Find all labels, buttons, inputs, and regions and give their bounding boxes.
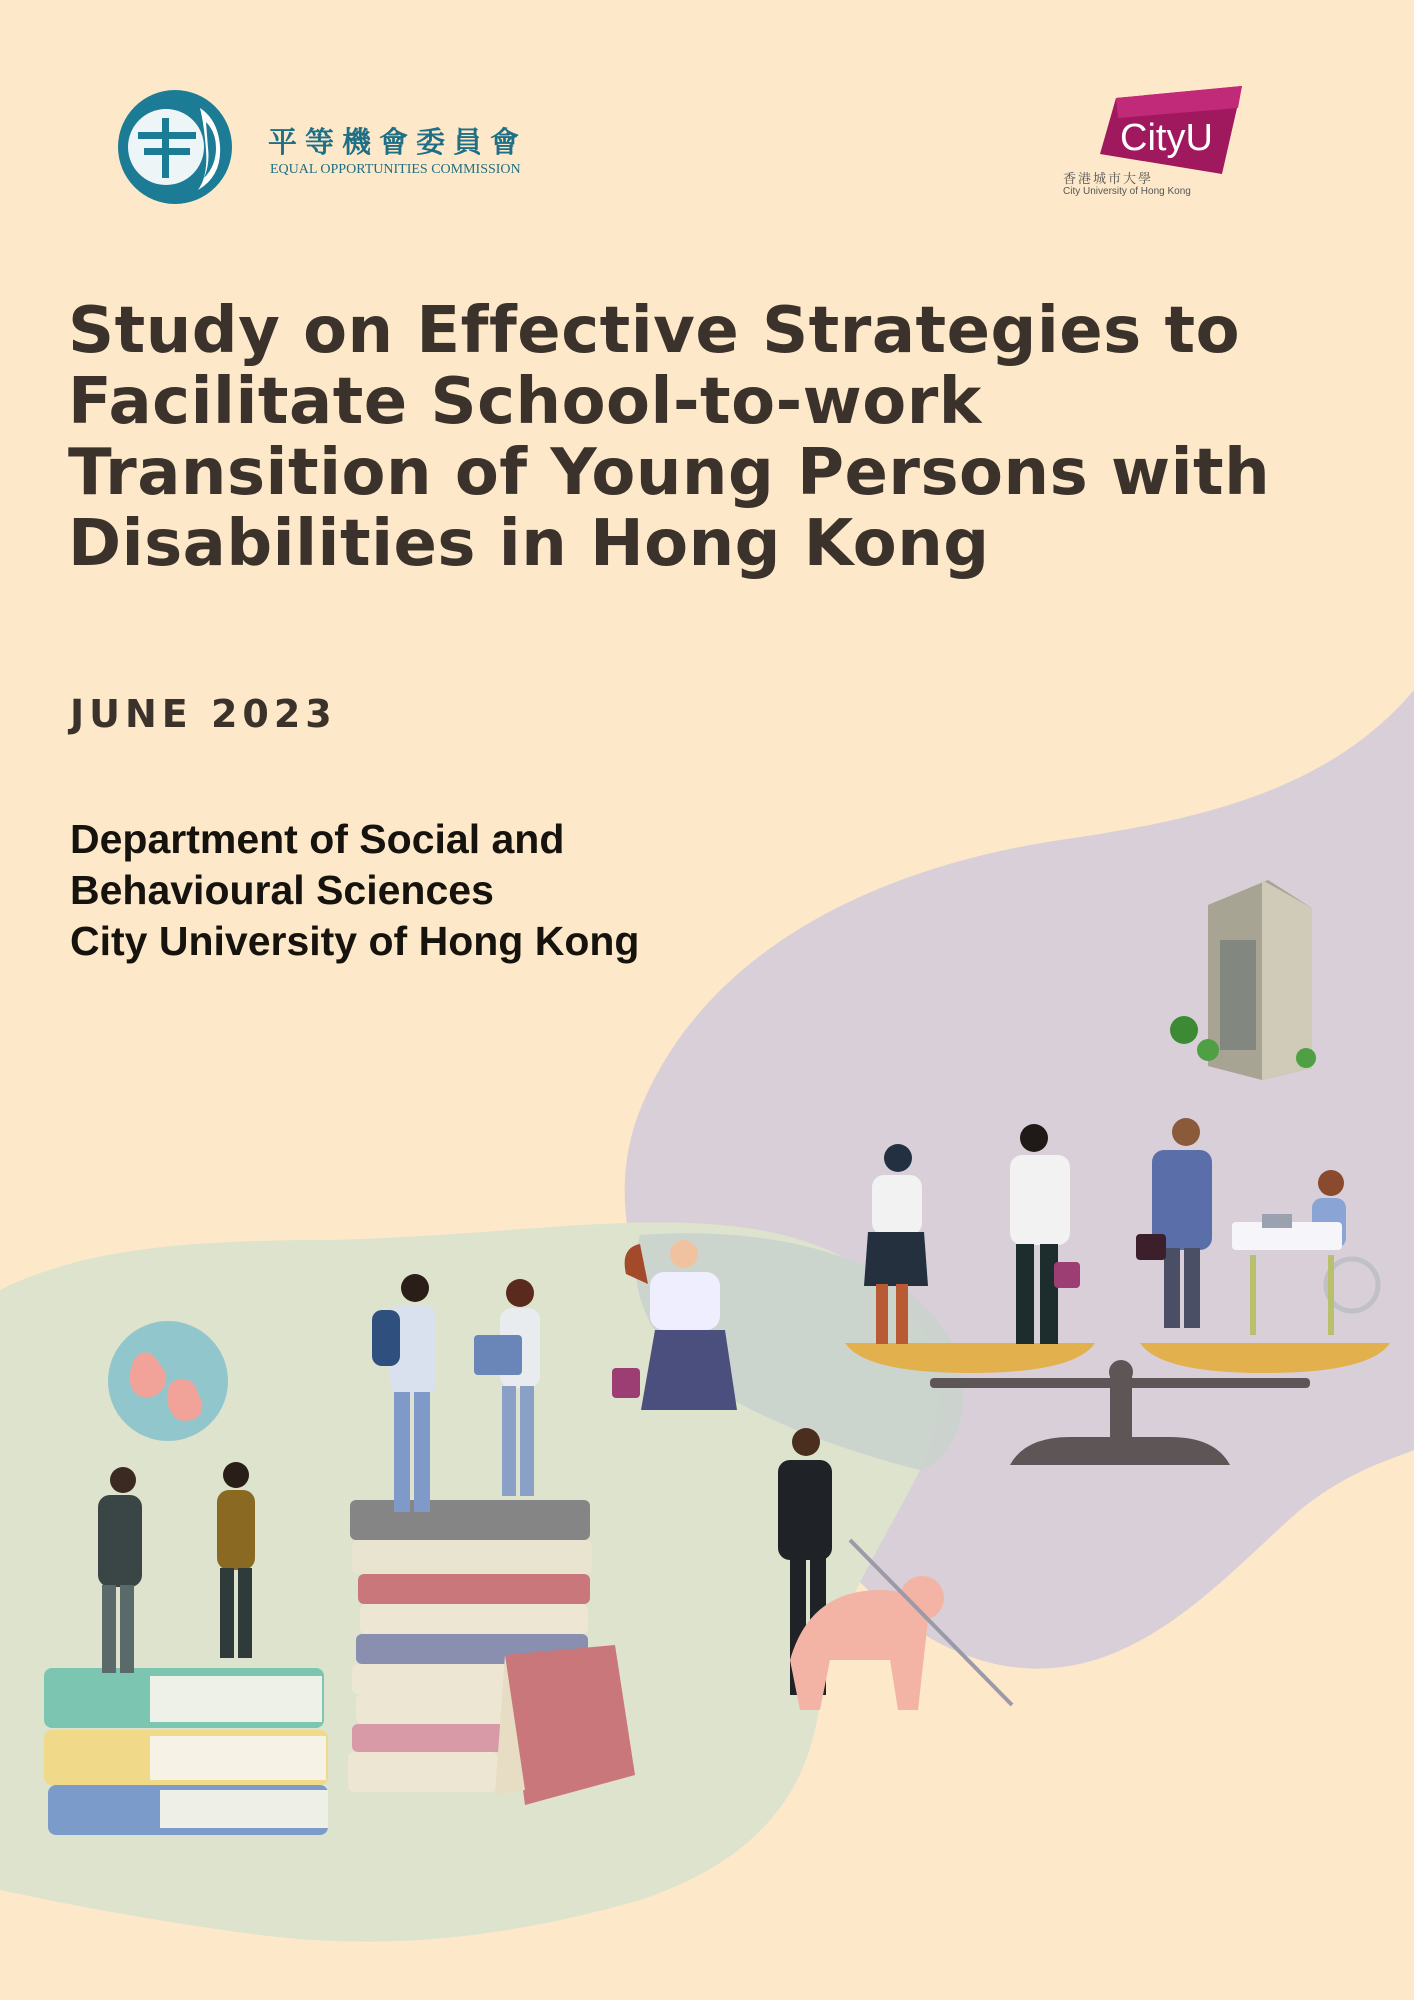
eoc-chinese-name: 平等機會委員會 [268, 125, 528, 159]
author-line-2: Behavioural Sciences [70, 867, 494, 913]
author-line-1: Department of Social and [70, 816, 565, 862]
tall-book-stack-illustration [348, 1500, 635, 1805]
report-title [68, 296, 1358, 580]
eoc-english-name: EQUAL OPPORTUNITIES COMMISSION [270, 162, 521, 177]
title-line-4: Disabilities in Hong Kong [68, 507, 990, 581]
sign-language-icon [108, 1321, 228, 1441]
book-stack-icon [44, 1668, 328, 1835]
title-line-2: Facilitate School-to-work [68, 365, 982, 439]
cityu-english-name: City University of Hong Kong [1063, 186, 1191, 197]
title-line-3: Transition of Young Persons with [68, 436, 1271, 510]
report-date: JUNE 2023 [70, 692, 337, 736]
eoc-emblem-icon [116, 88, 234, 206]
author-department [70, 814, 830, 967]
cityu-chinese-name: 香港城市大學 [1063, 172, 1154, 187]
cityu-logo [1060, 84, 1260, 204]
cityu-wordmark-text: CityU [1120, 117, 1213, 159]
cityu-wordmark-icon [1098, 84, 1244, 176]
author-line-3: City University of Hong Kong [70, 918, 640, 964]
title-line-1: Study on Effective Strategies to [68, 294, 1241, 368]
eoc-logo [116, 88, 556, 208]
